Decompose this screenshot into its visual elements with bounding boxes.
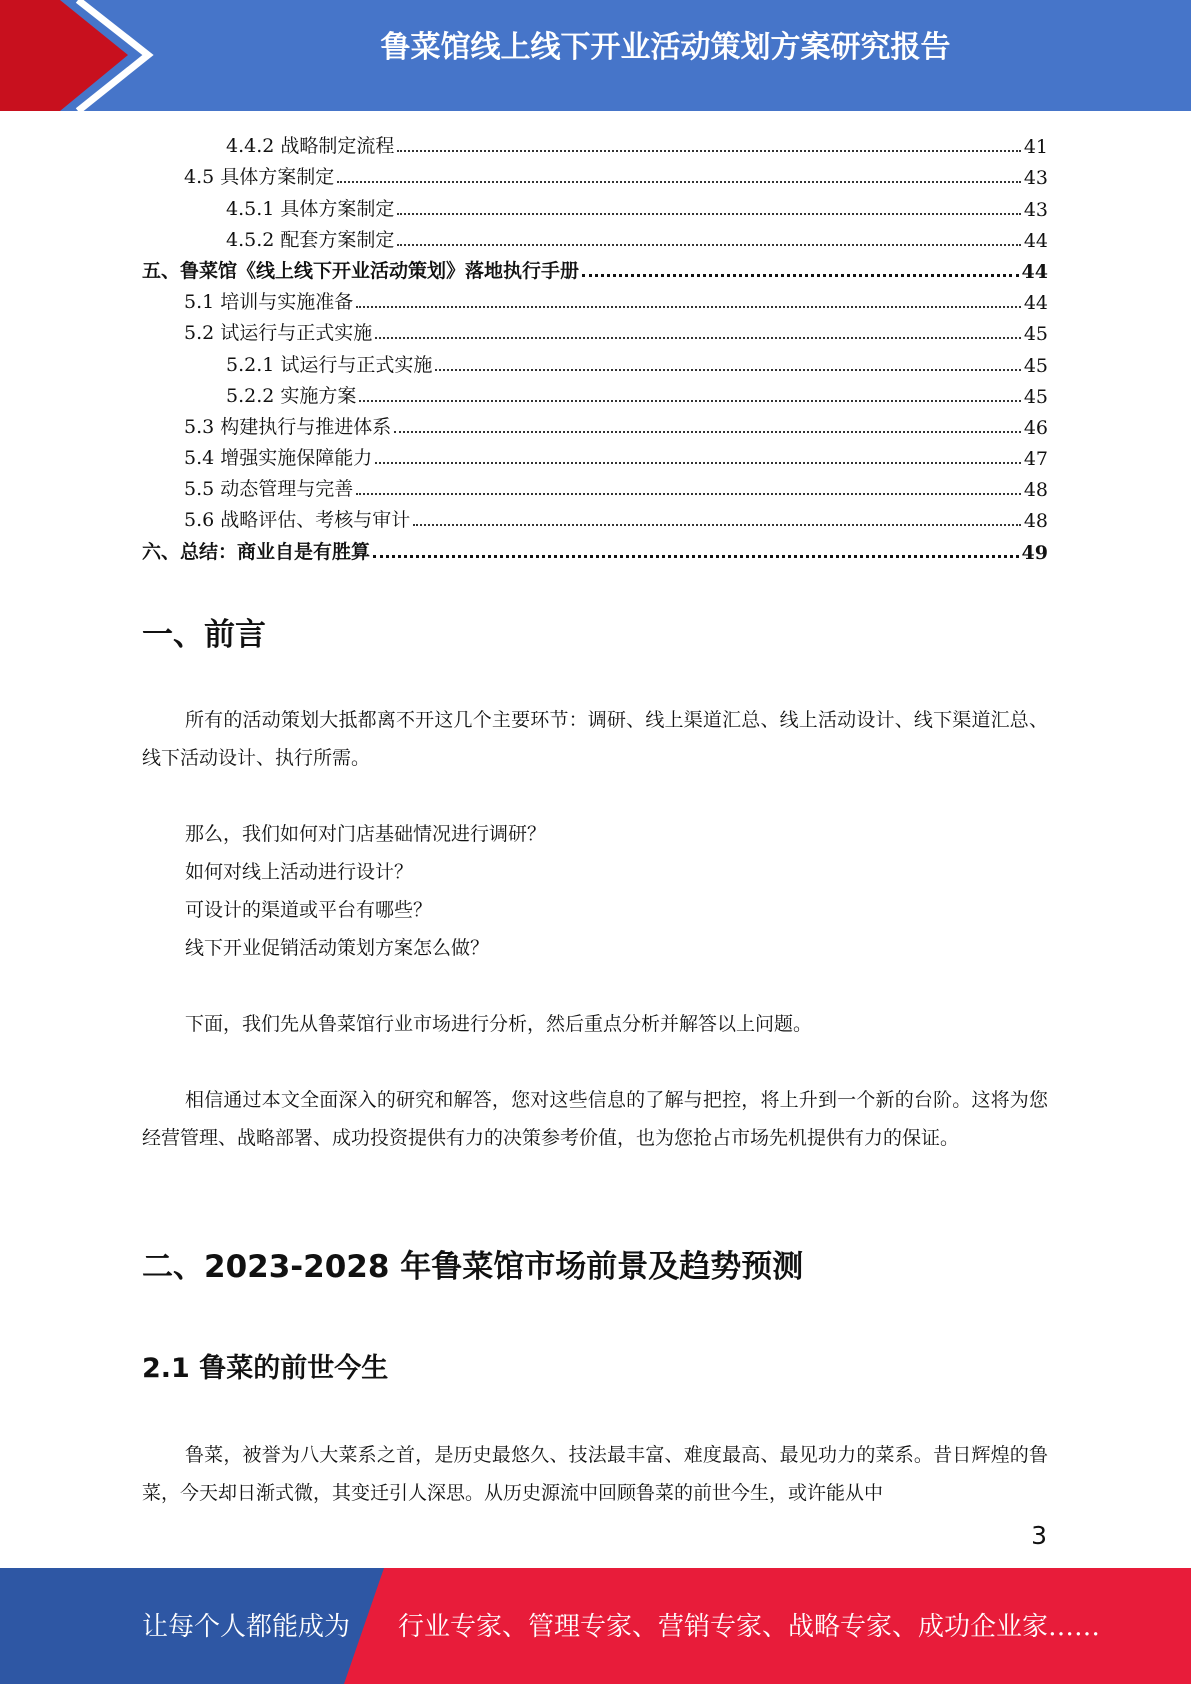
toc-entry-page: 44: [1021, 260, 1048, 283]
toc-entry-title: 5.2.2 实施方案: [226, 384, 357, 407]
toc-entry-page: 43: [1023, 167, 1048, 190]
toc-entry-page: 45: [1023, 323, 1048, 346]
toc-entry[interactable]: [142, 470, 1048, 501]
toc-entry-title: 六、总结：商业自是有胜算: [142, 540, 371, 563]
toc-entry[interactable]: [142, 158, 1048, 189]
toc-entry-page: 46: [1023, 416, 1048, 439]
toc-entry-title: 五、鲁菜馆《线上线下开业活动策划》落地执行手册: [142, 259, 580, 282]
toc-entry-page: 49: [1021, 541, 1048, 564]
toc-entry-title: 4.5 具体方案制定: [184, 166, 335, 189]
toc-entry-title: 5.5 动态管理与完善: [184, 478, 354, 501]
page-number: 3: [1031, 1521, 1047, 1550]
toc-entry-title: 5.6 战略评估、考核与审计: [184, 509, 411, 532]
toc-dot-leader: [413, 524, 1021, 526]
toc-entry-page: 45: [1023, 354, 1048, 377]
toc-dot-leader: [375, 462, 1021, 464]
toc-entry[interactable]: [142, 345, 1048, 376]
toc-entry-page: 41: [1023, 136, 1048, 159]
preface-paragraph-2: 下面，我们先从鲁菜馆行业市场进行分析，然后重点分析并解答以上问题。: [185, 1013, 813, 1035]
toc-entry[interactable]: [142, 377, 1048, 408]
toc-entry-page: 47: [1023, 448, 1048, 471]
section-heading-preface: 一、前言: [142, 617, 266, 653]
page-header: [0, 0, 1191, 111]
toc-entry-page: 44: [1023, 292, 1048, 315]
toc-dot-leader: [394, 431, 1021, 433]
toc-entry[interactable]: [142, 501, 1048, 532]
toc-entry[interactable]: [142, 408, 1048, 439]
toc-entry[interactable]: [142, 439, 1048, 470]
toc-entry[interactable]: [142, 221, 1048, 252]
footer-slogan-left: 让每个人都能成为: [142, 1612, 351, 1642]
question-2: 如何对线上活动进行设计？: [185, 861, 414, 883]
subsection-heading-2-1: 2.1 鲁菜的前世今生: [142, 1353, 389, 1384]
toc-entry-page: 43: [1023, 198, 1048, 221]
header-title: 鲁菜馆线上线下开业活动策划方案研究报告: [380, 30, 951, 65]
toc-entry[interactable]: [142, 252, 1048, 283]
question-4: 线下开业促销活动策划方案怎么做？: [185, 937, 490, 959]
toc-entry-page: 48: [1023, 510, 1048, 533]
section2-paragraph-1: 鲁菜，被誉为八大菜系之首，是历史最悠久、技法最丰富、难度最高、最见功力的菜系。昔日辉煌的鲁菜，今天却日渐式微，其变迁引人深思。从历史源流中回顾鲁菜的前世今生，或许能从中: [142, 1444, 1048, 1504]
toc-entry-title: 5.1 培训与实施准备: [184, 291, 354, 314]
toc-entry-title: 4.4.2 战略制定流程: [226, 135, 395, 158]
toc-dot-leader: [375, 337, 1021, 339]
toc-entry[interactable]: [142, 189, 1048, 220]
toc-dot-leader: [397, 244, 1020, 246]
toc-entry[interactable]: [142, 127, 1048, 158]
toc-dot-leader: [373, 555, 1019, 558]
toc-entry-title: 4.5.1 具体方案制定: [226, 197, 395, 220]
preface-paragraph-3: 相信通过本文全面深入的研究和解答，您对这些信息的了解与把控，将上升到一个新的台阶。这将为您经营管理、战略部署、成功投资提供有力的决策参考价值，也为您抢占市场先机提供有力的保证。: [142, 1089, 1048, 1149]
toc-entry-title: 4.5.2 配套方案制定: [226, 228, 395, 251]
toc-entry[interactable]: [142, 314, 1048, 345]
page-footer: [0, 1568, 1191, 1684]
section-heading-market: 二、2023-2028 年鲁菜馆市场前景及趋势预测: [142, 1249, 804, 1285]
toc-entry-title: 5.3 构建执行与推进体系: [184, 415, 392, 438]
footer-slogan-right: 行业专家、管理专家、营销专家、战略专家、成功企业家……: [398, 1612, 1101, 1642]
toc-dot-leader: [582, 274, 1019, 277]
question-1: 那么，我们如何对门店基础情况进行调研？: [185, 823, 547, 845]
table-of-contents: [142, 127, 1048, 564]
question-3: 可设计的渠道或平台有哪些？: [185, 899, 433, 921]
toc-dot-leader: [356, 493, 1021, 495]
toc-entry-title: 5.2 试运行与正式实施: [184, 322, 373, 345]
toc-dot-leader: [397, 150, 1020, 152]
preface-paragraph-1: 所有的活动策划大抵都离不开这几个主要环节：调研、线上渠道汇总、线上活动设计、线下渠道汇总、线下活动设计、执行所需。: [142, 709, 1048, 769]
toc-dot-leader: [356, 306, 1021, 308]
toc-entry-title: 5.4 增强实施保障能力: [184, 447, 373, 470]
toc-entry-title: 5.2.1 试运行与正式实施: [226, 353, 433, 376]
toc-entry-page: 44: [1023, 229, 1048, 252]
toc-dot-leader: [359, 400, 1020, 402]
toc-entry-page: 45: [1023, 385, 1048, 408]
toc-entry[interactable]: [142, 283, 1048, 314]
header-arrow-decoration: [0, 0, 160, 111]
toc-dot-leader: [337, 181, 1021, 183]
toc-dot-leader: [435, 369, 1020, 371]
toc-entry[interactable]: [142, 532, 1048, 563]
toc-entry-page: 48: [1023, 479, 1048, 502]
toc-dot-leader: [397, 213, 1020, 215]
